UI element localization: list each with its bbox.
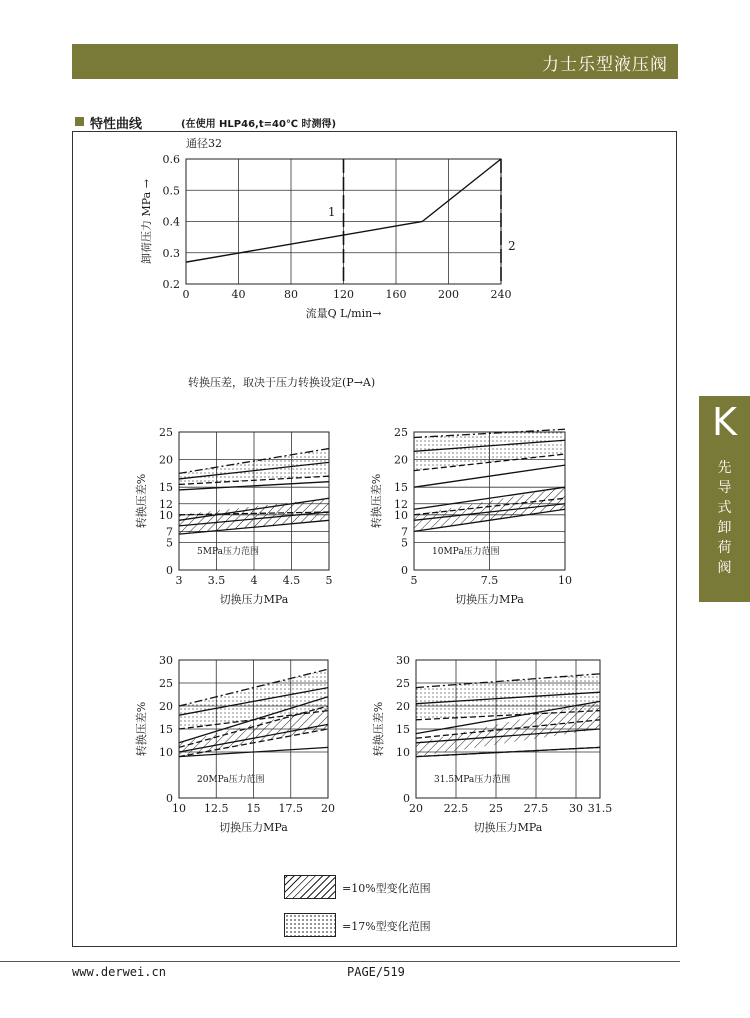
x-tick-label: 30: [569, 802, 583, 815]
y-tick-label: 0.6: [162, 153, 180, 166]
y-axis-label: 转换压差%: [135, 701, 148, 757]
x-tick-label: 5: [325, 574, 333, 587]
x-tick-label: 27.5: [523, 802, 549, 815]
legend-dots-label: =17%型变化范围: [342, 920, 431, 933]
side-tab-letter: K: [712, 400, 737, 444]
header-title: 力士乐型液压阀: [542, 55, 668, 75]
footer-rule: [0, 961, 680, 962]
y-axis-label: 转换压差%: [370, 473, 383, 529]
x-tick-label: 3.5: [207, 574, 226, 587]
y-tick-label: 5: [166, 536, 173, 550]
y-tick-label: 25: [396, 677, 410, 690]
x-tick-label: 80: [284, 288, 298, 301]
y-tick-label: 25: [394, 426, 408, 439]
x-tick-label: 4: [250, 574, 258, 587]
subtitle: 转换压差，取决于压力转换设定(P→A): [188, 376, 376, 389]
y-tick-label: 20: [394, 453, 408, 467]
x-tick-label: 40: [231, 288, 246, 301]
legend-hatch-label: =10%型变化范围: [342, 882, 431, 895]
y-tick-label: 30: [396, 654, 410, 667]
x-tick-label: 7.5: [480, 574, 499, 587]
y-tick-label: 20: [159, 700, 173, 713]
x-tick-label: 20: [409, 802, 423, 815]
x-tick-label: 15: [246, 802, 261, 815]
y-tick-label: 10: [159, 746, 173, 759]
range-annotation: 31.5MPa压力范围: [434, 775, 511, 785]
x-axis-label: 流量Q L/min→: [305, 307, 382, 320]
y-tick-label: 7: [166, 525, 173, 539]
x-tick-label: 22.5: [443, 802, 469, 815]
y-tick-label: 10: [396, 746, 410, 759]
y-axis-label: 转换压差%: [135, 473, 148, 529]
y-tick-label: 15: [394, 481, 408, 495]
marker-label: 1: [327, 205, 336, 219]
y-tick-label: 0: [166, 792, 173, 805]
section-title: 特性曲线: [90, 117, 143, 132]
y-axis-label: 卸荷压力 MPa →: [140, 179, 153, 264]
y-tick-label: 10: [159, 508, 173, 522]
y-tick-label: 20: [396, 700, 410, 713]
y-tick-label: 0.3: [162, 246, 180, 260]
x-tick-label: 3: [175, 574, 183, 587]
footer-url[interactable]: www.derwei.cn: [72, 965, 166, 979]
range-annotation: 20MPa压力范围: [197, 775, 265, 785]
x-tick-label: 20: [321, 802, 335, 815]
range-annotation: 10MPa压力范围: [432, 547, 500, 557]
chart-title: 通径32: [186, 137, 222, 150]
x-axis-label: 切换压力MPa: [219, 821, 288, 834]
y-tick-label: 0.5: [162, 184, 180, 198]
legend-dots-swatch: [284, 913, 336, 937]
x-tick-label: 0: [182, 288, 190, 301]
y-tick-label: 10: [394, 508, 408, 522]
x-tick-label: 31.5: [587, 802, 613, 815]
y-tick-label: 25: [159, 426, 173, 439]
y-tick-label: 15: [396, 723, 410, 736]
range-annotation: 5MPa压力范围: [197, 547, 259, 557]
y-tick-label: 0: [166, 564, 173, 577]
x-axis-label: 切换压力MPa: [473, 821, 543, 834]
x-tick-label: 5: [410, 574, 418, 587]
y-tick-label: 12: [394, 497, 408, 511]
y-tick-label: 12: [159, 497, 173, 511]
y-tick-label: 20: [159, 453, 173, 467]
y-tick-label: 15: [159, 481, 173, 495]
y-tick-label: 15: [159, 723, 173, 736]
x-tick-label: 160: [385, 288, 407, 301]
x-tick-label: 25: [489, 802, 503, 815]
y-tick-label: 30: [159, 654, 173, 667]
footer-page-number: PAGE/519: [347, 965, 405, 979]
legend-hatch-swatch: [284, 875, 336, 899]
x-axis-label: 切换压力MPa: [455, 593, 524, 606]
y-tick-label: 0: [401, 564, 408, 577]
x-tick-label: 240: [490, 288, 512, 301]
section-note: (在使用 HLP46,t=40℃ 时测得): [181, 119, 337, 130]
x-tick-label: 120: [333, 288, 354, 301]
y-tick-label: 25: [159, 677, 173, 690]
x-tick-label: 10: [558, 574, 572, 587]
y-tick-label: 5: [401, 536, 408, 550]
y-tick-label: 0.4: [162, 215, 180, 229]
side-tab-text: 先导式卸荷阀: [717, 460, 732, 576]
y-tick-label: 7: [401, 525, 408, 539]
y-tick-label: 0: [403, 792, 410, 805]
y-tick-label: 0.2: [162, 278, 180, 291]
x-axis-label: 切换压力MPa: [219, 593, 289, 606]
x-tick-label: 10: [172, 802, 186, 815]
x-tick-label: 200: [438, 288, 459, 301]
x-tick-label: 12.5: [204, 802, 229, 815]
y-axis-label: 转换压差%: [372, 701, 385, 757]
x-tick-label: 4.5: [282, 574, 301, 587]
x-tick-label: 17.5: [278, 802, 303, 815]
marker-label: 2: [508, 239, 516, 253]
